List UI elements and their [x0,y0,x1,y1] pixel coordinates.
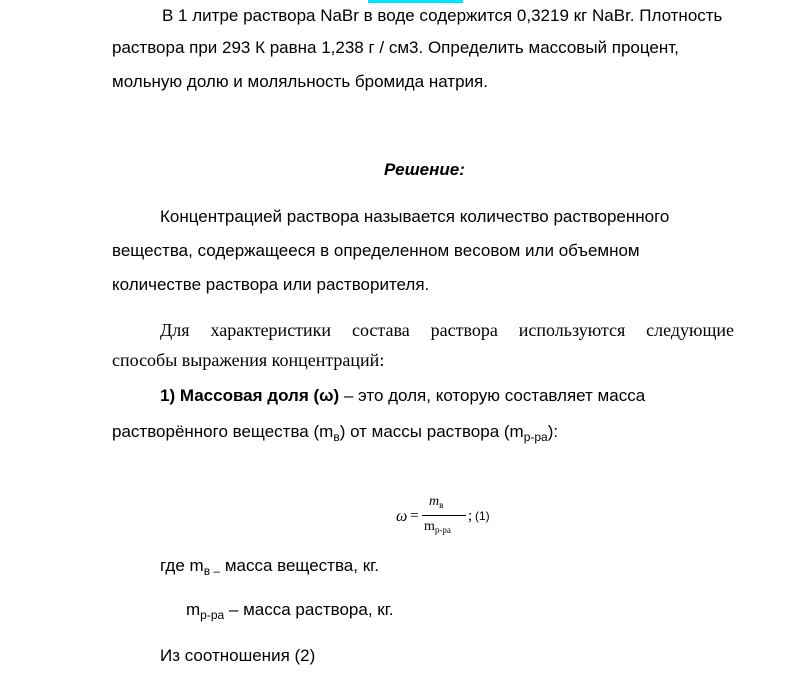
mass-fraction-text-c: ): [547,422,559,441]
where2-text-b: – масса раствора, кг. [224,600,394,619]
problem-line-3: мольную долю и моляльность бромида натрия. [112,72,488,91]
fraction-bar [422,515,466,516]
subscript-v-dash: в – [203,564,221,578]
mass-fraction-formula [396,494,506,544]
intro-line-1: Концентрацией раствора называется количество растворенного [160,207,670,226]
formula-number: (1) [475,509,490,523]
formula-semicolon: ; [468,508,473,524]
mass-fraction-text-b: ) от массы раствора (m [339,422,524,441]
intro-line-3: количестве раствора или растворителя. [112,275,430,294]
mass-fraction-text-a: растворённого вещества (m [112,422,334,441]
formula-equals: = [410,508,419,524]
mass-fraction-line-1 [160,386,645,406]
formula-denominator: $m_{р-ра}$ [424,519,451,535]
mass-fraction-term: 1) Массовая доля (ω) [160,386,340,405]
where-line-1 [160,556,379,577]
where-text-a: где m [160,556,204,575]
problem-line-1: В 1 литре раствора NaBr в воде содержится 0,3219 кг NaBr. Плотность [162,6,723,25]
subscript-rr-2: р-ра [200,608,225,622]
problem-line-2: раствора при 293 К равна 1,238 г / см3. Определить массовый процент, [112,38,679,57]
intro-line-2: вещества, содержащееся в определенном весовом или объемном [112,241,640,260]
subscript-rr: р-ра [523,430,548,444]
formula-numerator: $m_в$ [429,494,444,510]
subscript-v: в [333,430,340,444]
text-highlight-bar [368,0,463,3]
mass-fraction-definition: – это доля, которую составляет масса [339,386,646,405]
where-text-b: масса вещества, кг. [220,556,379,575]
methods-line-1: Для характеристики состава раствора используются следующие [160,320,734,340]
relation-line: Из соотношения (2) [160,646,316,665]
formula-omega: ω [396,508,408,525]
mass-fraction-line-2 [112,422,558,443]
solution-heading: Решение: [384,160,465,179]
where-line-2 [186,600,394,621]
where2-text-a: m [186,600,201,619]
methods-line-2: способы выражения концентраций: [112,350,385,370]
